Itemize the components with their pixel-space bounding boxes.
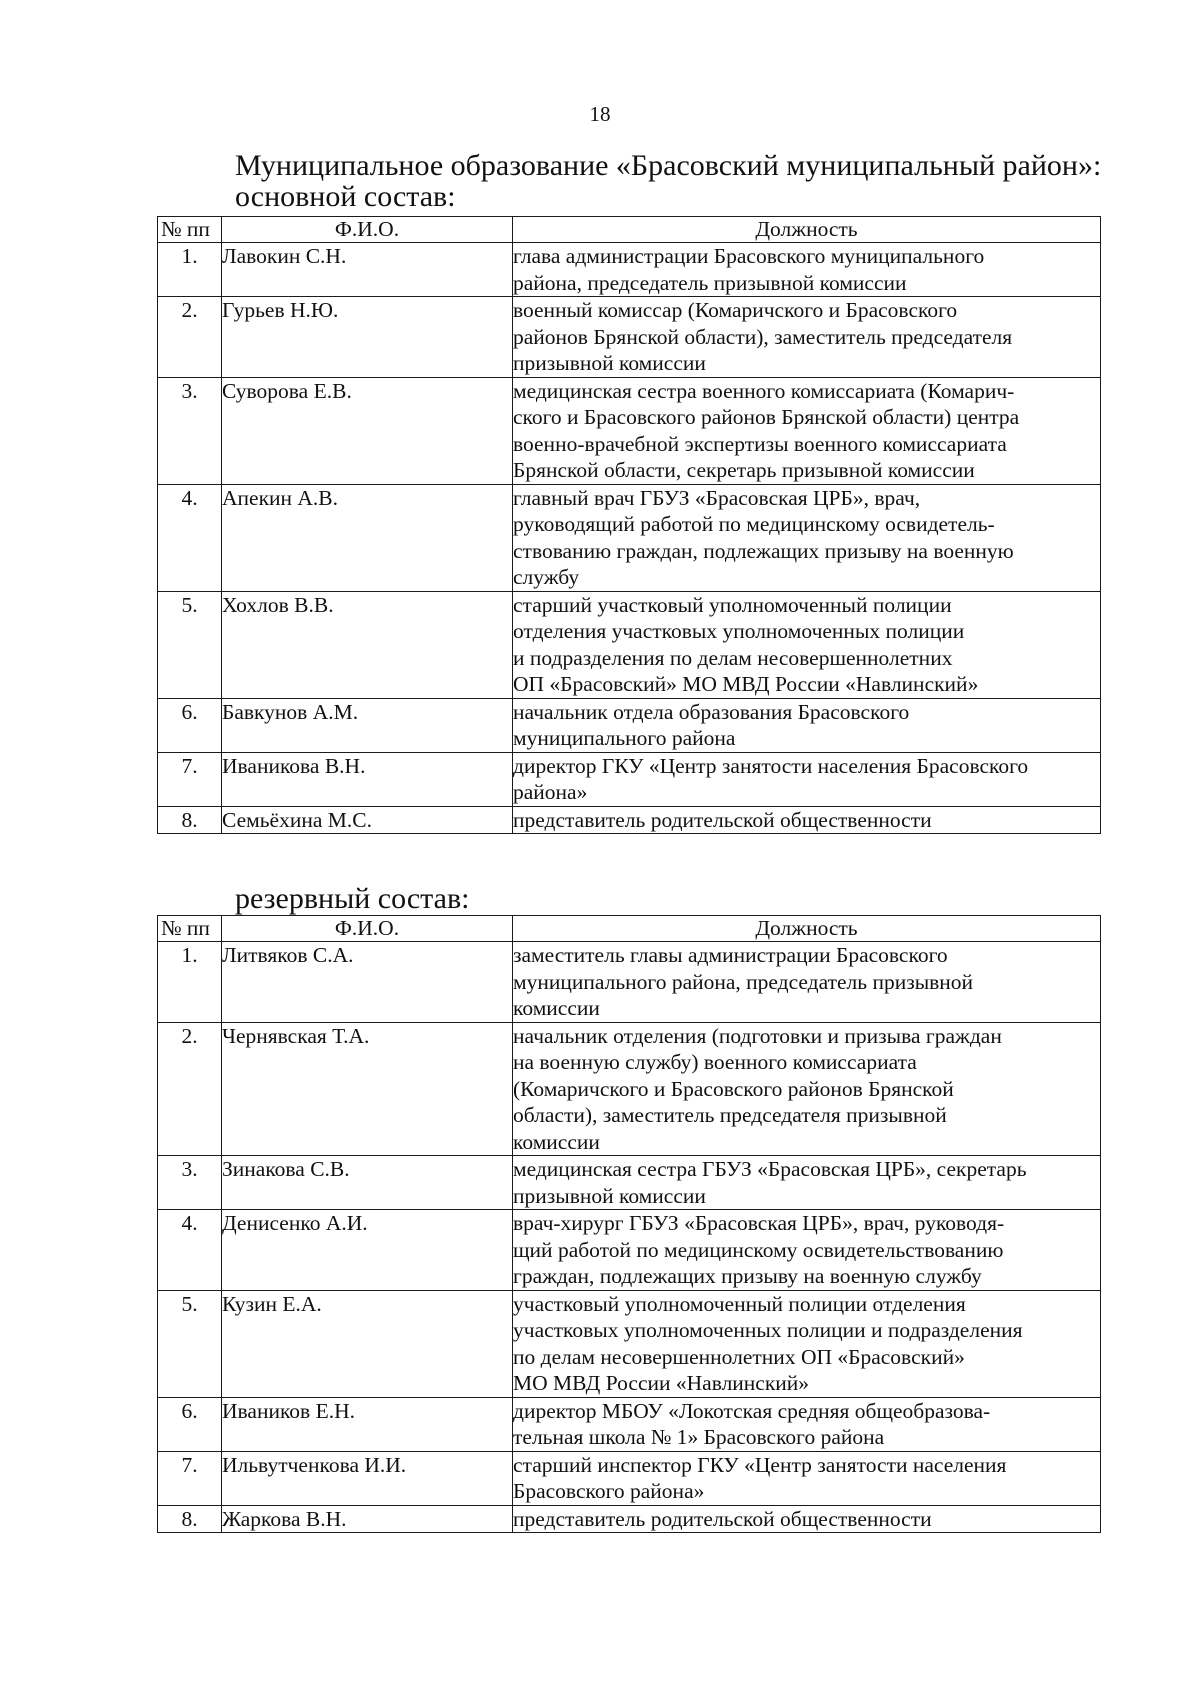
member-position	[513, 484, 1101, 591]
member-position	[513, 752, 1101, 806]
row-number: 1.	[158, 243, 222, 297]
row-number: 6.	[158, 698, 222, 752]
table-row	[158, 1451, 1101, 1505]
position-line: по делам несовершеннолетних ОП «Брасовский»	[513, 1344, 965, 1369]
member-position	[513, 297, 1101, 378]
position-line: на военную службу) военного комиссариата	[513, 1050, 917, 1074]
position-line: медицинская сестра ГБУЗ «Брасовская ЦРБ», секретарь	[513, 1157, 1027, 1181]
main-composition-table	[157, 216, 1101, 834]
position-line: призывной комиссии	[513, 1183, 706, 1208]
position-line: (Комаричского и Брасовского районов Брянской	[513, 1076, 954, 1101]
position-line: глава администрации Брасовского муниципального	[513, 244, 985, 268]
position-line: комиссии	[513, 996, 600, 1020]
member-position	[513, 698, 1101, 752]
table-header-row	[158, 217, 1101, 243]
reserve-section-title: резервный состав:	[235, 882, 470, 915]
position-line: директор МБОУ «Локотская средняя общеобразова-	[513, 1398, 991, 1423]
member-name: Зинакова С.В.	[222, 1156, 513, 1210]
row-number: 4.	[158, 484, 222, 591]
member-position	[513, 806, 1101, 834]
table-row	[158, 243, 1101, 297]
table-row	[158, 377, 1101, 484]
member-position	[513, 591, 1101, 698]
position-line: представитель родительской общественности	[513, 807, 932, 832]
main-section-subtitle: основной состав:	[235, 180, 456, 213]
table-row	[158, 1022, 1101, 1156]
table-header-row	[158, 916, 1101, 942]
position-line: руководящий работой по медицинскому освидетель-	[513, 512, 995, 536]
reserve-table-body	[158, 942, 1101, 1533]
position-line: области), заместитель председателя призывной	[513, 1103, 947, 1127]
row-number: 8.	[158, 1505, 222, 1533]
member-name: Иваникова В.Н.	[222, 752, 513, 806]
member-name: Литвяков С.А.	[222, 942, 513, 1023]
member-position	[513, 1290, 1101, 1397]
row-number: 2.	[158, 297, 222, 378]
position-line: муниципального района	[513, 726, 736, 750]
row-number: 7.	[158, 1451, 222, 1505]
member-name: Чернявская Т.А.	[222, 1022, 513, 1156]
row-number: 4.	[158, 1210, 222, 1291]
position-line: ОП «Брасовский» МО МВД России «Навлинский»	[513, 672, 979, 696]
member-position	[513, 942, 1101, 1023]
position-line: Брасовского района»	[513, 1479, 705, 1503]
member-name: Гурьев Н.Ю.	[222, 297, 513, 378]
member-name: Жаркова В.Н.	[222, 1505, 513, 1533]
table-row	[158, 806, 1101, 834]
member-name: Кузин Е.А.	[222, 1290, 513, 1397]
member-name: Ильвутченкова И.И.	[222, 1451, 513, 1505]
position-line: тельная школа № 1» Брасовского района	[513, 1425, 885, 1449]
main-section-title: Муниципальное образование «Брасовский муниципальный район»:	[235, 149, 1102, 182]
position-line: граждан, подлежащих призыву на военную службу	[513, 1264, 982, 1288]
position-line: района»	[513, 780, 588, 804]
row-number: 1.	[158, 942, 222, 1023]
row-number: 7.	[158, 752, 222, 806]
header-number: № пп	[158, 217, 222, 243]
member-name: Иваников Е.Н.	[222, 1397, 513, 1451]
position-line: медицинская сестра военного комиссариата (Комарич-	[513, 378, 1015, 403]
member-position	[513, 1451, 1101, 1505]
position-line: военный комиссар (Комаричского и Брасовского	[513, 298, 958, 322]
table-row	[158, 752, 1101, 806]
position-line: старший участковый уполномоченный полиции	[513, 592, 952, 617]
position-line: директор ГКУ «Центр занятости населения Брасовского	[513, 753, 1029, 778]
reserve-composition-table	[157, 915, 1101, 1533]
position-line: представитель родительской общественности	[513, 1506, 932, 1531]
position-line: заместитель главы администрации Брасовского	[513, 943, 948, 967]
row-number: 5.	[158, 591, 222, 698]
table-row	[158, 1505, 1101, 1533]
position-line: щий работой по медицинскому освидетельствованию	[513, 1237, 1004, 1262]
position-line: военно-врачебной экспертизы военного комиссариата	[513, 431, 1007, 456]
member-position	[513, 1022, 1101, 1156]
member-name: Апекин А.В.	[222, 484, 513, 591]
position-line: участковых уполномоченных полиции и подразделения	[513, 1318, 1023, 1342]
position-line: призывной комиссии	[513, 351, 706, 375]
table-row	[158, 591, 1101, 698]
position-line: районов Брянской области), заместитель председателя	[513, 324, 1013, 349]
position-line: участковый уполномоченный полиции отделения	[513, 1291, 966, 1316]
row-number: 5.	[158, 1290, 222, 1397]
position-line: МО МВД России «Навлинский»	[513, 1371, 810, 1395]
position-line: ствованию граждан, подлежащих призыву на военную	[513, 538, 1014, 563]
member-name: Денисенко А.И.	[222, 1210, 513, 1291]
position-line: начальник отделения (подготовки и призыва граждан	[513, 1023, 1002, 1048]
position-line: ского и Брасовского районов Брянской области) центра	[513, 405, 1020, 429]
member-name: Бавкунов А.М.	[222, 698, 513, 752]
position-line: службу	[513, 565, 580, 589]
member-position	[513, 243, 1101, 297]
table-row	[158, 1210, 1101, 1291]
position-line: врач-хирург ГБУЗ «Брасовская ЦРБ», врач, руководя-	[513, 1211, 1005, 1235]
position-line: главный врач ГБУЗ «Брасовская ЦРБ», врач,	[513, 485, 921, 510]
table-row	[158, 484, 1101, 591]
row-number: 2.	[158, 1022, 222, 1156]
header-position: Должность	[513, 217, 1101, 243]
member-name: Лавокин С.Н.	[222, 243, 513, 297]
row-number: 8.	[158, 806, 222, 834]
table-row	[158, 1397, 1101, 1451]
row-number: 3.	[158, 1156, 222, 1210]
member-position	[513, 377, 1101, 484]
header-number: № пп	[158, 916, 222, 942]
member-position	[513, 1505, 1101, 1533]
main-table-body	[158, 243, 1101, 834]
header-full-name: Ф.И.О.	[222, 916, 513, 942]
page-number: 18	[589, 102, 611, 126]
header-full-name: Ф.И.О.	[222, 217, 513, 243]
position-line: начальник отдела образования Брасовского	[513, 699, 910, 724]
row-number: 3.	[158, 377, 222, 484]
position-line: Брянской области, секретарь призывной комиссии	[513, 458, 975, 482]
position-line: комиссии	[513, 1129, 600, 1154]
position-line: и подразделения по делам несовершеннолетних	[513, 645, 953, 670]
table-row	[158, 698, 1101, 752]
member-name: Семьёхина М.С.	[222, 806, 513, 834]
position-line: муниципального района, председатель призывной	[513, 969, 974, 994]
member-position	[513, 1397, 1101, 1451]
row-number: 6.	[158, 1397, 222, 1451]
header-position: Должность	[513, 916, 1101, 942]
position-line: района, председатель призывной комиссии	[513, 270, 907, 295]
member-position	[513, 1156, 1101, 1210]
table-row	[158, 1156, 1101, 1210]
position-line: отделения участковых уполномоченных полиции	[513, 619, 965, 643]
table-row	[158, 1290, 1101, 1397]
member-name: Хохлов В.В.	[222, 591, 513, 698]
table-row	[158, 297, 1101, 378]
member-name: Суворова Е.В.	[222, 377, 513, 484]
position-line: старший инспектор ГКУ «Центр занятости населения	[513, 1452, 1007, 1477]
member-position	[513, 1210, 1101, 1291]
table-row	[158, 942, 1101, 1023]
